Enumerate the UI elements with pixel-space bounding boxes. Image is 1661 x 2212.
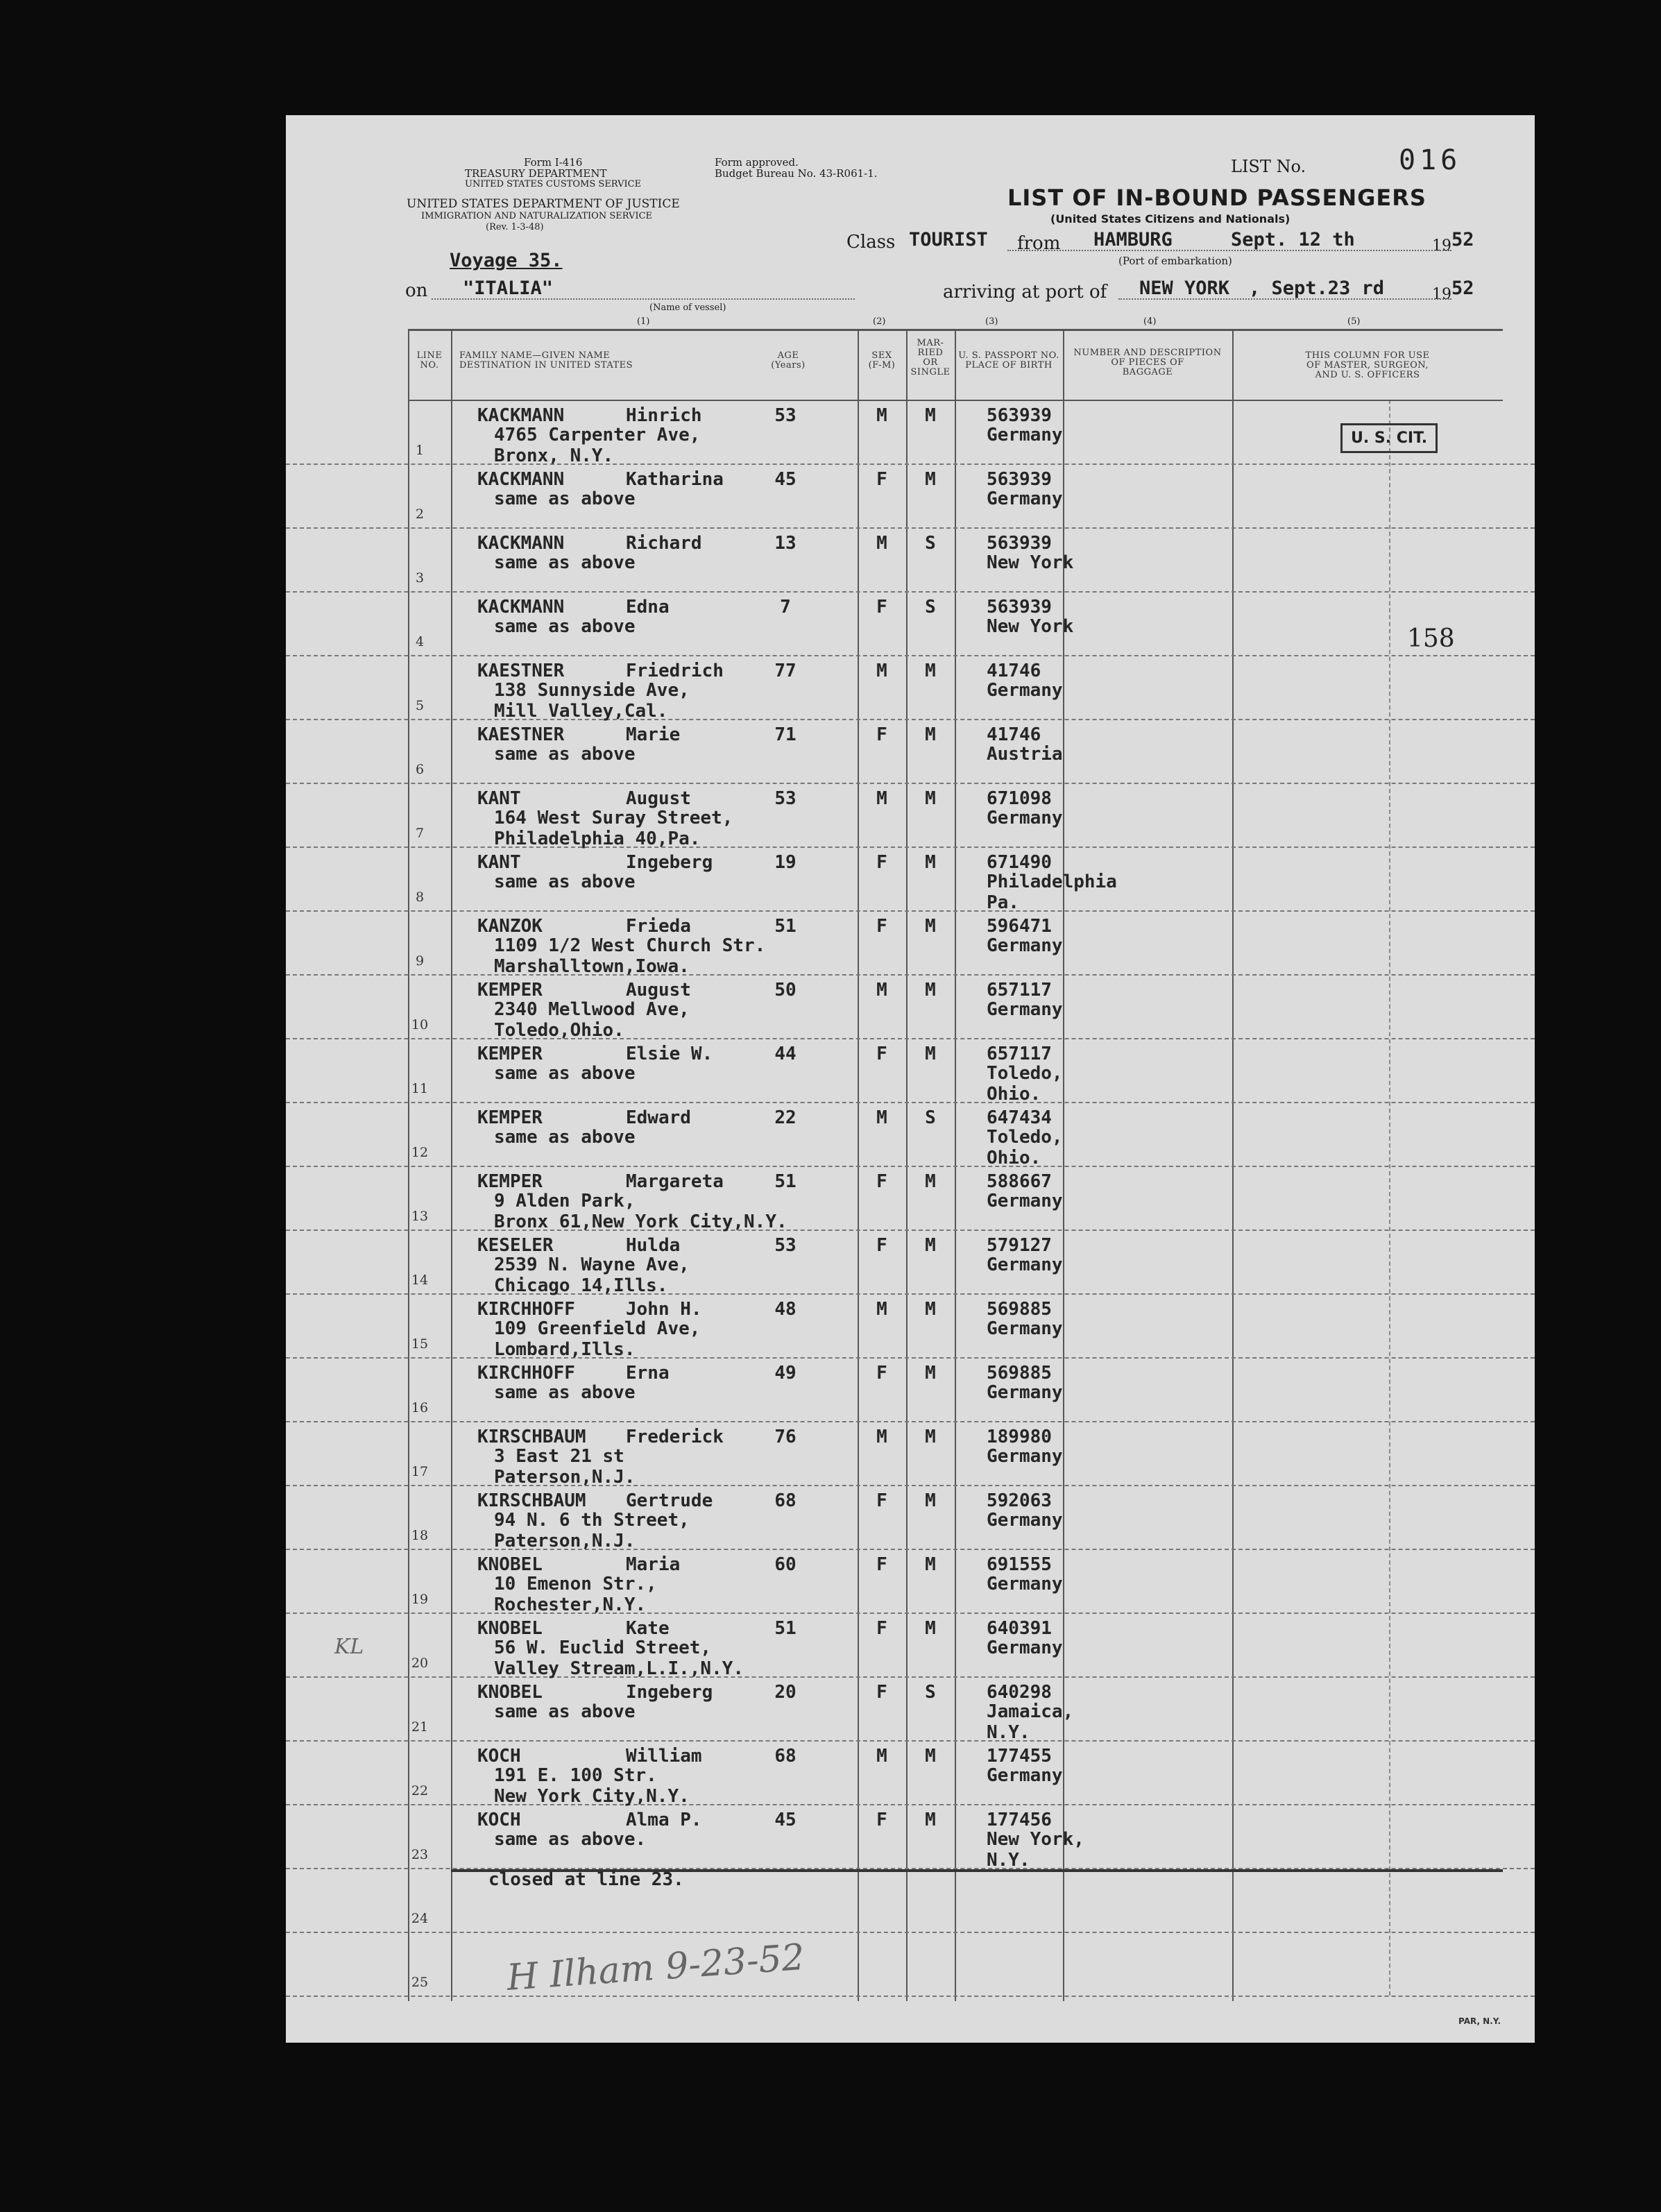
form-number: Form I-416 <box>524 156 583 169</box>
arrival-year-prefix: 19 <box>1432 286 1451 303</box>
header-name-destination: FAMILY NAME—GIVEN NAME DESTINATION IN UNITED STATES <box>459 350 633 371</box>
marital-status: M <box>925 916 936 937</box>
vessel-note: (Name of vessel) <box>649 303 726 313</box>
place-of-birth: Germany <box>987 1574 1063 1594</box>
family-name: KACKMANN <box>477 469 565 490</box>
class-value: TOURIST <box>909 229 988 250</box>
sex: F <box>876 916 887 937</box>
arrival-date: , Sept.23 rd <box>1249 278 1385 299</box>
age: 44 <box>774 1044 797 1064</box>
header-sex: SEX (F-M) <box>868 350 896 371</box>
place-of-birth: New York <box>987 616 1074 637</box>
column-number-1: (1) <box>637 316 650 327</box>
family-name: KOCH <box>477 1810 521 1830</box>
line-number: 7 <box>415 826 425 841</box>
passenger-count: 158 <box>1407 624 1455 653</box>
passport-number: 657117 <box>987 1044 1052 1064</box>
family-name: KIRSCHBAUM <box>477 1490 586 1511</box>
age: 53 <box>774 1235 797 1256</box>
year-prefix: 19 <box>1432 237 1451 255</box>
destination: 138 Sunnyside Ave, Mill Valley,Cal. <box>494 680 690 722</box>
header-line-no: LINE NO. <box>416 350 443 371</box>
destination: same as above <box>494 616 636 637</box>
passport-number: 671490 <box>987 852 1052 873</box>
sex: F <box>876 469 887 490</box>
line-number: 10 <box>411 1017 429 1032</box>
family-name: KEMPER <box>477 980 543 1001</box>
from-label: from <box>1017 233 1061 254</box>
marital-status: M <box>925 1427 936 1447</box>
table-row <box>286 1039 1535 1103</box>
place-of-birth: Austria <box>987 744 1063 765</box>
sex: F <box>876 1363 887 1384</box>
given-name: Gertrude <box>626 1490 713 1511</box>
passport-number: 563939 <box>987 533 1052 554</box>
sex: M <box>876 661 887 681</box>
inspector-signature: H Ilham 9-23-52 <box>505 1937 806 1999</box>
place-of-birth: Germany <box>987 680 1063 701</box>
line-number: 20 <box>411 1656 429 1671</box>
destination: 56 W. Euclid Street, Valley Stream,L.I.,N.Y. <box>494 1637 744 1679</box>
place-of-birth: Germany <box>987 999 1063 1020</box>
line-number: 4 <box>415 634 425 649</box>
marital-status: M <box>925 469 936 490</box>
manifest-title: LIST OF IN-BOUND PASSENGERS <box>1007 185 1426 211</box>
header-passport-birth: U. S. PASSPORT NO. PLACE OF BIRTH <box>958 350 1059 371</box>
place-of-birth: Germany <box>987 1382 1063 1403</box>
table-row <box>286 593 1535 656</box>
given-name: Alma P. <box>626 1810 702 1830</box>
sex: M <box>876 405 887 426</box>
given-name: Ingeberg <box>626 852 713 873</box>
family-name: KACKMANN <box>477 533 565 554</box>
destination: 94 N. 6 th Street, Paterson,N.J. <box>494 1510 690 1551</box>
sex: M <box>876 1299 887 1320</box>
family-name: KEMPER <box>477 1107 543 1128</box>
arriving-label: arriving at port of <box>943 282 1107 303</box>
printer-mark: PAR, N.Y. <box>1458 2016 1501 2026</box>
sex: F <box>876 1235 887 1256</box>
destination: 2539 N. Wayne Ave, Chicago 14,Ills. <box>494 1254 690 1296</box>
family-name: KANZOK <box>477 916 543 937</box>
place-of-birth: Toledo, Ohio. <box>987 1063 1063 1105</box>
age: 68 <box>774 1746 797 1767</box>
sex: M <box>876 533 887 554</box>
list-no-label: LIST No. <box>1231 157 1306 176</box>
treasury-department: TREASURY DEPARTMENT <box>465 167 607 180</box>
given-name: August <box>626 980 691 1001</box>
budget-bureau: Budget Bureau No. 43-R061-1. <box>715 167 878 180</box>
family-name: KANT <box>477 852 521 873</box>
sex: F <box>876 1810 887 1830</box>
destination: same as above <box>494 1382 636 1403</box>
customs-service: UNITED STATES CUSTOMS SERVICE <box>465 179 642 189</box>
class-label: Class <box>846 232 896 253</box>
destination: same as above <box>494 1127 636 1148</box>
line-number: 3 <box>415 570 425 586</box>
passport-number: 569885 <box>987 1363 1052 1384</box>
header-age: AGE (Years) <box>771 350 806 371</box>
sex: F <box>876 1171 887 1192</box>
line-number: 12 <box>411 1145 429 1160</box>
destination: 9 Alden Park, Bronx 61,New York City,N.Y. <box>494 1191 787 1232</box>
sex: M <box>876 1107 887 1128</box>
table-row <box>286 976 1535 1039</box>
destination: same as above <box>494 488 636 509</box>
destination: 4765 Carpenter Ave, Bronx, N.Y. <box>494 425 701 466</box>
form-approved: Form approved. <box>715 156 799 169</box>
age: 60 <box>774 1554 797 1575</box>
passport-number: 671098 <box>987 788 1052 809</box>
marital-status: S <box>925 1682 936 1703</box>
table-row <box>286 1678 1535 1742</box>
sex: F <box>876 1490 887 1511</box>
family-name: KACKMANN <box>477 597 565 618</box>
passport-number: 596471 <box>987 916 1052 937</box>
header-married-single: MAR- RIED OR SINGLE <box>910 338 951 377</box>
age: 53 <box>774 405 797 426</box>
destination: 2340 Mellwood Ave, Toledo,Ohio. <box>494 999 690 1041</box>
sex: M <box>876 1427 887 1447</box>
age: 49 <box>774 1363 797 1384</box>
table-row <box>286 656 1535 720</box>
sex: M <box>876 1746 887 1767</box>
given-name: Kate <box>626 1618 670 1639</box>
line-number: 25 <box>411 1975 429 1990</box>
line-number: 14 <box>411 1273 429 1288</box>
line-number: 9 <box>415 953 425 969</box>
given-name: Katharina <box>626 469 724 490</box>
passport-number: 569885 <box>987 1299 1052 1320</box>
passport-number: 41746 <box>987 661 1041 681</box>
age: 7 <box>780 597 791 618</box>
sex: F <box>876 1682 887 1703</box>
destination: 164 West Suray Street, Philadelphia 40,Pa. <box>494 808 733 849</box>
given-name: Edward <box>626 1107 691 1128</box>
table-row <box>286 1614 1535 1678</box>
ins-title: IMMIGRATION AND NATURALIZATION SERVICE <box>421 211 653 221</box>
manifest-subtitle: (United States Citizens and Nationals) <box>1050 212 1291 226</box>
marital-status: S <box>925 597 936 618</box>
given-name: Frederick <box>626 1427 724 1447</box>
given-name: Hinrich <box>626 405 702 426</box>
place-of-birth: Germany <box>987 1446 1063 1467</box>
destination: 109 Greenfield Ave, Lombard,Ills. <box>494 1318 701 1360</box>
passport-number: 588667 <box>987 1171 1052 1192</box>
marital-status: M <box>925 852 936 873</box>
marital-status: M <box>925 724 936 745</box>
table-row <box>286 1869 1535 1933</box>
line-number: 19 <box>411 1592 429 1607</box>
table-row <box>286 1550 1535 1614</box>
passport-number: 189980 <box>987 1427 1052 1447</box>
sex: M <box>876 980 887 1001</box>
family-name: KIRCHHOFF <box>477 1299 575 1320</box>
revision: (Rev. 1-3-48) <box>486 222 544 232</box>
destination: same as above <box>494 1701 636 1722</box>
passport-number: 592063 <box>987 1490 1052 1511</box>
marital-status: M <box>925 1171 936 1192</box>
passport-number: 41746 <box>987 724 1041 745</box>
column-number-3: (3) <box>985 316 998 327</box>
age: 71 <box>774 724 797 745</box>
place-of-birth: Jamaica, N.Y. <box>987 1701 1074 1743</box>
marital-status: M <box>925 1746 936 1767</box>
table-row <box>286 1295 1535 1359</box>
sex: F <box>876 597 887 618</box>
passport-number: 563939 <box>987 597 1052 618</box>
arrival-port: NEW YORK <box>1139 278 1230 299</box>
line-number: 6 <box>415 762 425 777</box>
place-of-birth: Germany <box>987 1510 1063 1531</box>
destination: 3 East 21 st Paterson,N.J. <box>494 1446 636 1488</box>
line-number: 15 <box>411 1336 429 1352</box>
marital-status: M <box>925 661 936 681</box>
marital-status: S <box>925 1107 936 1128</box>
line-number: 11 <box>411 1081 429 1096</box>
marital-status: S <box>925 533 936 554</box>
given-name: Richard <box>626 533 702 554</box>
closed-note: closed at line 23. <box>488 1869 684 1890</box>
age: 22 <box>774 1107 797 1128</box>
given-name: Friedrich <box>626 661 724 681</box>
passport-number: 640298 <box>987 1682 1052 1703</box>
family-name: KANT <box>477 788 521 809</box>
destination: same as above <box>494 744 636 765</box>
arrival-year: 52 <box>1451 278 1474 299</box>
destination: same as above <box>494 1063 636 1084</box>
line-number: 23 <box>411 1847 429 1862</box>
on-label: on <box>405 280 428 301</box>
table-row <box>286 1933 1535 1997</box>
voyage-number: Voyage 35. <box>450 250 563 271</box>
table-row <box>286 465 1535 529</box>
age: 51 <box>774 1618 797 1639</box>
passport-number: 640391 <box>987 1618 1052 1639</box>
age: 19 <box>774 852 797 873</box>
family-name: KIRSCHBAUM <box>477 1427 586 1447</box>
age: 77 <box>774 661 797 681</box>
port-embarkation-note: (Port of embarkation) <box>1118 255 1232 267</box>
passport-number: 657117 <box>987 980 1052 1001</box>
place-of-birth: Germany <box>987 425 1063 445</box>
place-of-birth: Toledo, Ohio. <box>987 1127 1063 1168</box>
marital-status: M <box>925 1363 936 1384</box>
place-of-birth: Germany <box>987 1254 1063 1275</box>
table-row <box>286 1167 1535 1231</box>
marital-status: M <box>925 788 936 809</box>
marital-status: M <box>925 1554 936 1575</box>
place-of-birth: Germany <box>987 1637 1063 1658</box>
family-name: KNOBEL <box>477 1618 543 1639</box>
sex: F <box>876 1044 887 1064</box>
line-number: 21 <box>411 1719 429 1735</box>
place-of-birth: Germany <box>987 808 1063 828</box>
given-name: Ingeberg <box>626 1682 713 1703</box>
age: 48 <box>774 1299 797 1320</box>
age: 68 <box>774 1490 797 1511</box>
given-name: Edna <box>626 597 670 618</box>
table-row <box>286 1103 1535 1167</box>
table-row <box>286 529 1535 593</box>
marital-status: M <box>925 1810 936 1830</box>
given-name: Maria <box>626 1554 681 1575</box>
given-name: William <box>626 1746 702 1767</box>
line-number: 5 <box>415 698 425 713</box>
line-number: 1 <box>415 443 425 458</box>
place-of-birth: Germany <box>987 1765 1063 1786</box>
marital-status: M <box>925 405 936 426</box>
given-name: August <box>626 788 691 809</box>
table-row <box>286 912 1535 976</box>
sex: F <box>876 1554 887 1575</box>
line-number: 2 <box>415 507 425 522</box>
passenger-manifest-page <box>286 115 1535 2043</box>
age: 45 <box>774 469 797 490</box>
destination: 10 Emenon Str., Rochester,N.Y. <box>494 1574 657 1615</box>
marital-status: M <box>925 980 936 1001</box>
sex: F <box>876 724 887 745</box>
table-row <box>286 1359 1535 1422</box>
passport-number: 691555 <box>987 1554 1052 1575</box>
age: 20 <box>774 1682 797 1703</box>
line-number: 17 <box>411 1464 429 1479</box>
age: 13 <box>774 533 797 554</box>
place-of-birth: Philadelphia Pa. <box>987 871 1117 913</box>
age: 51 <box>774 916 797 937</box>
marital-status: M <box>925 1044 936 1064</box>
table-row <box>286 1742 1535 1805</box>
passport-number: 579127 <box>987 1235 1052 1256</box>
place-of-birth: New York <box>987 552 1074 573</box>
line-number: 18 <box>411 1528 429 1543</box>
destination: same as above. <box>494 1829 647 1850</box>
marital-status: M <box>925 1299 936 1320</box>
given-name: Erna <box>626 1363 670 1384</box>
header-baggage: NUMBER AND DESCRIPTION OF PIECES OF BAGGAGE <box>1073 348 1222 377</box>
place-of-birth: Germany <box>987 935 1063 956</box>
table-row <box>286 1486 1535 1550</box>
given-name: Frieda <box>626 916 691 937</box>
table-row <box>286 720 1535 784</box>
table-row <box>286 784 1535 848</box>
age: 50 <box>774 980 797 1001</box>
embarkation-port: HAMBURG <box>1093 229 1173 250</box>
column-number-2: (2) <box>873 316 886 327</box>
line-number: 8 <box>415 890 425 905</box>
family-name: KEMPER <box>477 1044 543 1064</box>
place-of-birth: Germany <box>987 488 1063 509</box>
passport-number: 563939 <box>987 405 1052 426</box>
given-name: Marie <box>626 724 681 745</box>
family-name: KNOBEL <box>477 1682 543 1703</box>
embarkation-year: 52 <box>1451 229 1474 250</box>
family-name: KEMPER <box>477 1171 543 1192</box>
table-row <box>286 1231 1535 1295</box>
place-of-birth: Germany <box>987 1318 1063 1339</box>
age: 53 <box>774 788 797 809</box>
destination: 1109 1/2 West Church Str. Marshalltown,Iowa. <box>494 935 766 977</box>
us-citizen-stamp: U. S. CIT. <box>1340 423 1438 453</box>
given-name: Elsie W. <box>626 1044 713 1064</box>
sex: M <box>876 788 887 809</box>
column-number-4: (4) <box>1143 316 1157 327</box>
table-row <box>286 1422 1535 1486</box>
header-officers-use: THIS COLUMN FOR USE OF MASTER, SURGEON, AND U. S. OFFICERS <box>1305 350 1430 380</box>
table-row <box>286 848 1535 912</box>
place-of-birth: New York, N.Y. <box>987 1829 1084 1871</box>
passport-number: 563939 <box>987 469 1052 490</box>
marital-status: M <box>925 1235 936 1256</box>
given-name: Hulda <box>626 1235 681 1256</box>
family-name: KACKMANN <box>477 405 565 426</box>
sex: F <box>876 852 887 873</box>
family-name: KAESTNER <box>477 661 565 681</box>
line-number: 22 <box>411 1783 429 1798</box>
column-number-5: (5) <box>1347 316 1361 327</box>
destination: 191 E. 100 Str. New York City,N.Y. <box>494 1765 690 1807</box>
age: 45 <box>774 1810 797 1830</box>
line-number: 13 <box>411 1209 429 1224</box>
embarkation-date: Sept. 12 th <box>1231 229 1355 250</box>
vessel-name: "ITALIA" <box>463 278 554 299</box>
list-number: 016 <box>1399 144 1462 176</box>
given-name: John H. <box>626 1299 702 1320</box>
family-name: KOCH <box>477 1746 521 1767</box>
passport-number: 177456 <box>987 1810 1052 1830</box>
age: 76 <box>774 1427 797 1447</box>
passport-number: 647434 <box>987 1107 1052 1128</box>
line-number: 24 <box>411 1911 429 1926</box>
destination: same as above <box>494 552 636 573</box>
family-name: KESELER <box>477 1235 554 1256</box>
line-number: 16 <box>411 1400 429 1415</box>
age: 51 <box>774 1171 797 1192</box>
passport-number: 177455 <box>987 1746 1052 1767</box>
margin-initials: KL <box>334 1635 364 1659</box>
marital-status: M <box>925 1618 936 1639</box>
destination: same as above <box>494 871 636 892</box>
family-name: KIRCHHOFF <box>477 1363 575 1384</box>
marital-status: M <box>925 1490 936 1511</box>
family-name: KNOBEL <box>477 1554 543 1575</box>
table-row <box>286 1805 1535 1869</box>
sex: F <box>876 1618 887 1639</box>
doj-title: UNITED STATES DEPARTMENT OF JUSTICE <box>407 197 680 211</box>
place-of-birth: Germany <box>987 1191 1063 1211</box>
family-name: KAESTNER <box>477 724 565 745</box>
given-name: Margareta <box>626 1171 724 1192</box>
